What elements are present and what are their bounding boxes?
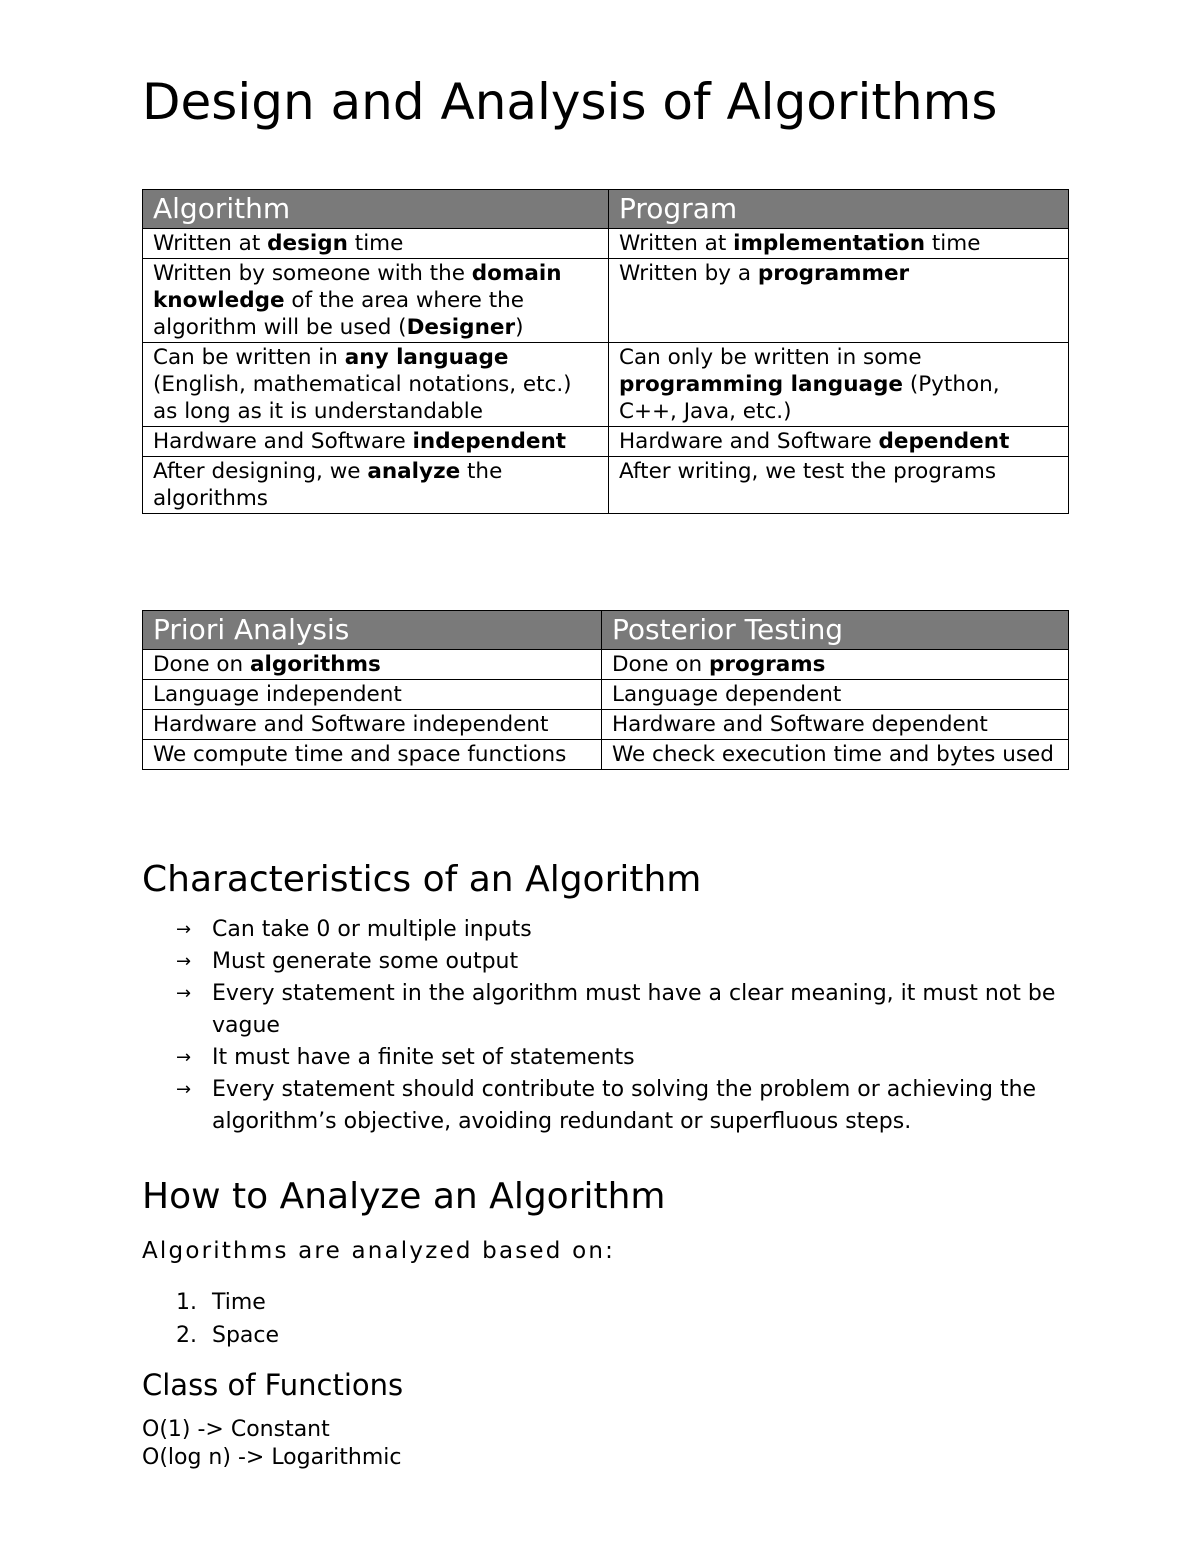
table-cell [143,427,609,457]
arrow-right-icon: → [176,919,192,940]
list-item-text: Every statement in the algorithm must have a clear meaning, it must not be vague [212,981,1056,1038]
bold-text: programmer [757,261,910,286]
table1-body [143,229,1069,514]
table-header-cell: Posterior Testing [602,611,1069,650]
cell-text: the algorithms [153,459,503,511]
cell-text: Done on [612,652,710,677]
function-class-line: O(log n) -> Logarithmic [142,1445,402,1470]
list-number: 2. [176,1323,197,1348]
cell-text: Written at [619,231,734,256]
list-item [142,914,1068,946]
priori-vs-posterior-table [142,610,1069,770]
arrow-right-icon: → [176,1047,192,1068]
characteristics-heading: Characteristics of an Algorithm [142,859,702,900]
bold-text: dependent [878,429,1010,454]
bold-text: programming language [619,372,903,397]
table-row [143,740,1069,770]
function-class-line: O(1) -> Constant [142,1417,330,1442]
cell-text: Can only be written in some [619,345,922,370]
cell-text: After writing, we test the programs [619,459,997,484]
list-item [142,1286,279,1319]
characteristics-list [142,914,1068,1138]
list-item-text: Can take 0 or multiple inputs [212,917,532,942]
class-of-functions-list [142,1416,401,1472]
cell-text: Hardware and Software dependent [612,712,988,737]
cell-text: We compute time and space functions [153,742,567,767]
table-header-row [143,611,1069,650]
table-row [143,259,1069,343]
cell-text: Hardware and Software [619,429,879,454]
table-cell [602,740,1069,770]
cell-text: After designing, we [153,459,368,484]
table-row [143,710,1069,740]
list-item [142,1074,1068,1138]
table-cell [143,457,609,514]
table-cell [609,229,1069,259]
list-item [142,946,1068,978]
bold-text: any language [344,345,509,370]
bold-text: algorithms [250,652,381,677]
table-cell [143,710,602,740]
list-item [142,1042,1068,1074]
algorithm-vs-program-table [142,189,1069,514]
table-cell [143,343,609,427]
cell-text: Can be written in [153,345,345,370]
cell-text: time [925,231,981,256]
bold-text: implementation [733,231,926,256]
analyze-heading: How to Analyze an Algorithm [142,1176,666,1217]
cell-text: Language independent [153,682,402,707]
bold-text: Designer [406,315,516,340]
table-cell [143,680,602,710]
table-row [143,229,1069,259]
table-header-cell: Program [609,190,1069,229]
arrow-right-icon: → [176,1079,192,1100]
cell-text: Done on [153,652,251,677]
bold-text: design [267,231,348,256]
cell-text: Language dependent [612,682,842,707]
list-item-text: It must have a finite set of statements [212,1045,635,1070]
list-number: 1. [176,1290,197,1315]
bold-text: domain knowledge [153,261,562,313]
table-cell [609,457,1069,514]
table-header-cell: Priori Analysis [143,611,602,650]
table2-body [143,650,1069,770]
cell-text: Hardware and Software [153,429,413,454]
list-item [142,978,1068,1042]
analyze-intro: Algorithms are analyzed based on: [142,1238,616,1264]
bold-text: analyze [367,459,461,484]
cell-text: time [347,231,404,256]
table-header-cell: Algorithm [143,190,609,229]
analyze-criteria-list [142,1286,279,1352]
cell-text: We check execution time and bytes used [612,742,1054,767]
cell-text: (Python, C++, Java, etc.) [619,372,1000,424]
table-cell [143,229,609,259]
table-header-row [143,190,1069,229]
table-row [143,650,1069,680]
table-cell [602,710,1069,740]
arrow-right-icon: → [176,951,192,972]
table-row [143,457,1069,514]
table-cell [143,259,609,343]
table-cell [602,650,1069,680]
cell-text: Hardware and Software independent [153,712,549,737]
list-item-text: Time [212,1290,266,1315]
cell-text: (English, mathematical notations, etc.) as long as it is understandable [153,372,572,424]
table-row [143,427,1069,457]
table-cell [143,740,602,770]
cell-text: Written by a [619,261,758,286]
cell-text: Written by someone with the [153,261,472,286]
cell-text: Written at [153,231,268,256]
list-item-text: Every statement should contribute to solving the problem or achieving the algorithm’s objective, avoiding redundant or superfluous steps. [212,1077,1037,1134]
list-item [142,1319,279,1352]
list-item-text: Must generate some output [212,949,519,974]
table-cell [143,650,602,680]
bold-text: programs [709,652,826,677]
table-row [143,680,1069,710]
table-cell [609,259,1069,343]
class-of-functions-heading: Class of Functions [142,1368,404,1402]
bold-text: independent [412,429,567,454]
table-cell [609,343,1069,427]
list-item-text: Space [212,1323,280,1348]
arrow-right-icon: → [176,983,192,1004]
table-cell [609,427,1069,457]
cell-text: of the area where the algorithm will be used ( [153,288,525,340]
table-row [143,343,1069,427]
document-title: Design and Analysis of Algorithms [142,73,998,131]
table-cell [602,680,1069,710]
cell-text: ) [515,315,524,340]
